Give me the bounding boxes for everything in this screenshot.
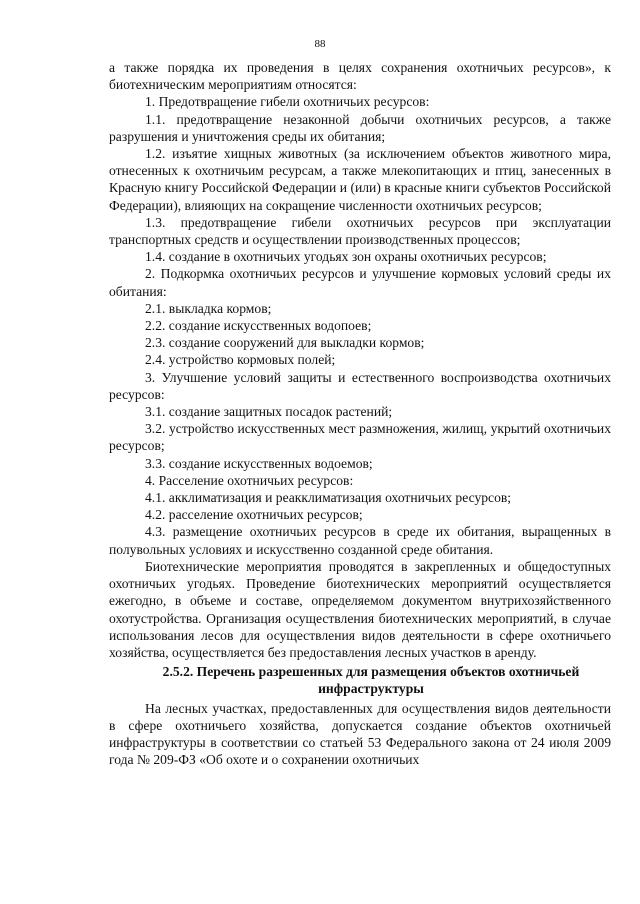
paragraph-intro: а также порядка их проведения в целях сохранения охотничьих ресурсов», к биотехническим мероприятиям относятся: [109, 60, 611, 93]
list-item: 4.1. акклиматизация и реакклиматизация охотничьих ресурсов; [145, 490, 512, 506]
list-item: 3.3. создание искусственных водоемов; [145, 455, 373, 471]
list-item: 2.4. устройство кормовых полей; [145, 352, 336, 368]
list-item: 2.2. создание искусственных водопоев; [145, 318, 372, 334]
list-item: 2.1. выкладка кормов; [145, 300, 272, 316]
list-item: 3.2. устройство искусственных мест размножения, жилищ, укрытий охотничьих ресурсов; [109, 421, 611, 454]
list-item: 4.2. расселение охотничьих ресурсов; [145, 507, 363, 523]
list-item: 3. Улучшение условий защиты и естественного воспроизводства охотничьих ресурсов: [109, 369, 611, 402]
page-number: 88 [314, 38, 326, 50]
list-item: 3.1. создание защитных посадок растений; [145, 404, 393, 420]
document-body [109, 59, 611, 768]
list-item: 1.4. создание в охотничьих угодьях зон охраны охотничьих ресурсов; [145, 249, 547, 265]
section-paragraph: На лесных участках, предоставленных для осуществления видов деятельности в сфере охотничьего хозяйства, допускается создание объектов охотничьей инфраструктуры в соответствии со статьей 53 Федерального закона от 24 июля 2009 года № 209-ФЗ «Об охоте и о сохранении охотничьих [109, 700, 611, 768]
list-item: 4. Расселение охотничьих ресурсов: [145, 472, 354, 488]
list-item: 2. Подкормка охотничьих ресурсов и улучшение кормовых условий среды их обитания: [109, 266, 611, 299]
list-item: 4.3. размещение охотничьих ресурсов в среде их обитания, выращенных в полувольных условиях и искусственно созданной среде обитания. [109, 524, 611, 557]
list-item: 1.2. изъятие хищных животных (за исключением объектов животного мира, отнесенных к охотничьим ресурсам, а также млекопитающих и птиц, занесенных в Красную книгу Российской Федерации и (или) в красные книги субъектов Российской Федерации), влияющих на сокращение численности охотничьих ресурсов; [109, 146, 611, 213]
list-item: 2.3. создание сооружений для выкладки кормов; [145, 335, 425, 351]
paragraph-biotech: Биотехнические мероприятия проводятся в закрепленных и общедоступных охотничьих угодьях. Проведение биотехнических мероприятий осуществляется ежегодно, в объеме и составе, определяемом документом внутрихозяйственного охотустройства. Организация осуществления биотехнических мероприятий, в случае использования лесов для осуществления видов деятельности в сфере охотничьего хозяйства, осуществляется без предоставления лесных участков в аренду. [109, 558, 611, 660]
list-item: 1. Предотвращение гибели охотничьих ресурсов: [145, 94, 430, 110]
section-heading: 2.5.2. Перечень разрешенных для размещения объектов охотничьей инфраструктуры [162, 664, 580, 697]
list-item: 1.3. предотвращение гибели охотничьих ресурсов при эксплуатации транспортных средств и осуществлении производственных процессов; [109, 214, 611, 248]
list-item: 1.1. предотвращение незаконной добычи охотничьих ресурсов, а также разрушения и уничтожения среды их обитания; [109, 111, 611, 144]
